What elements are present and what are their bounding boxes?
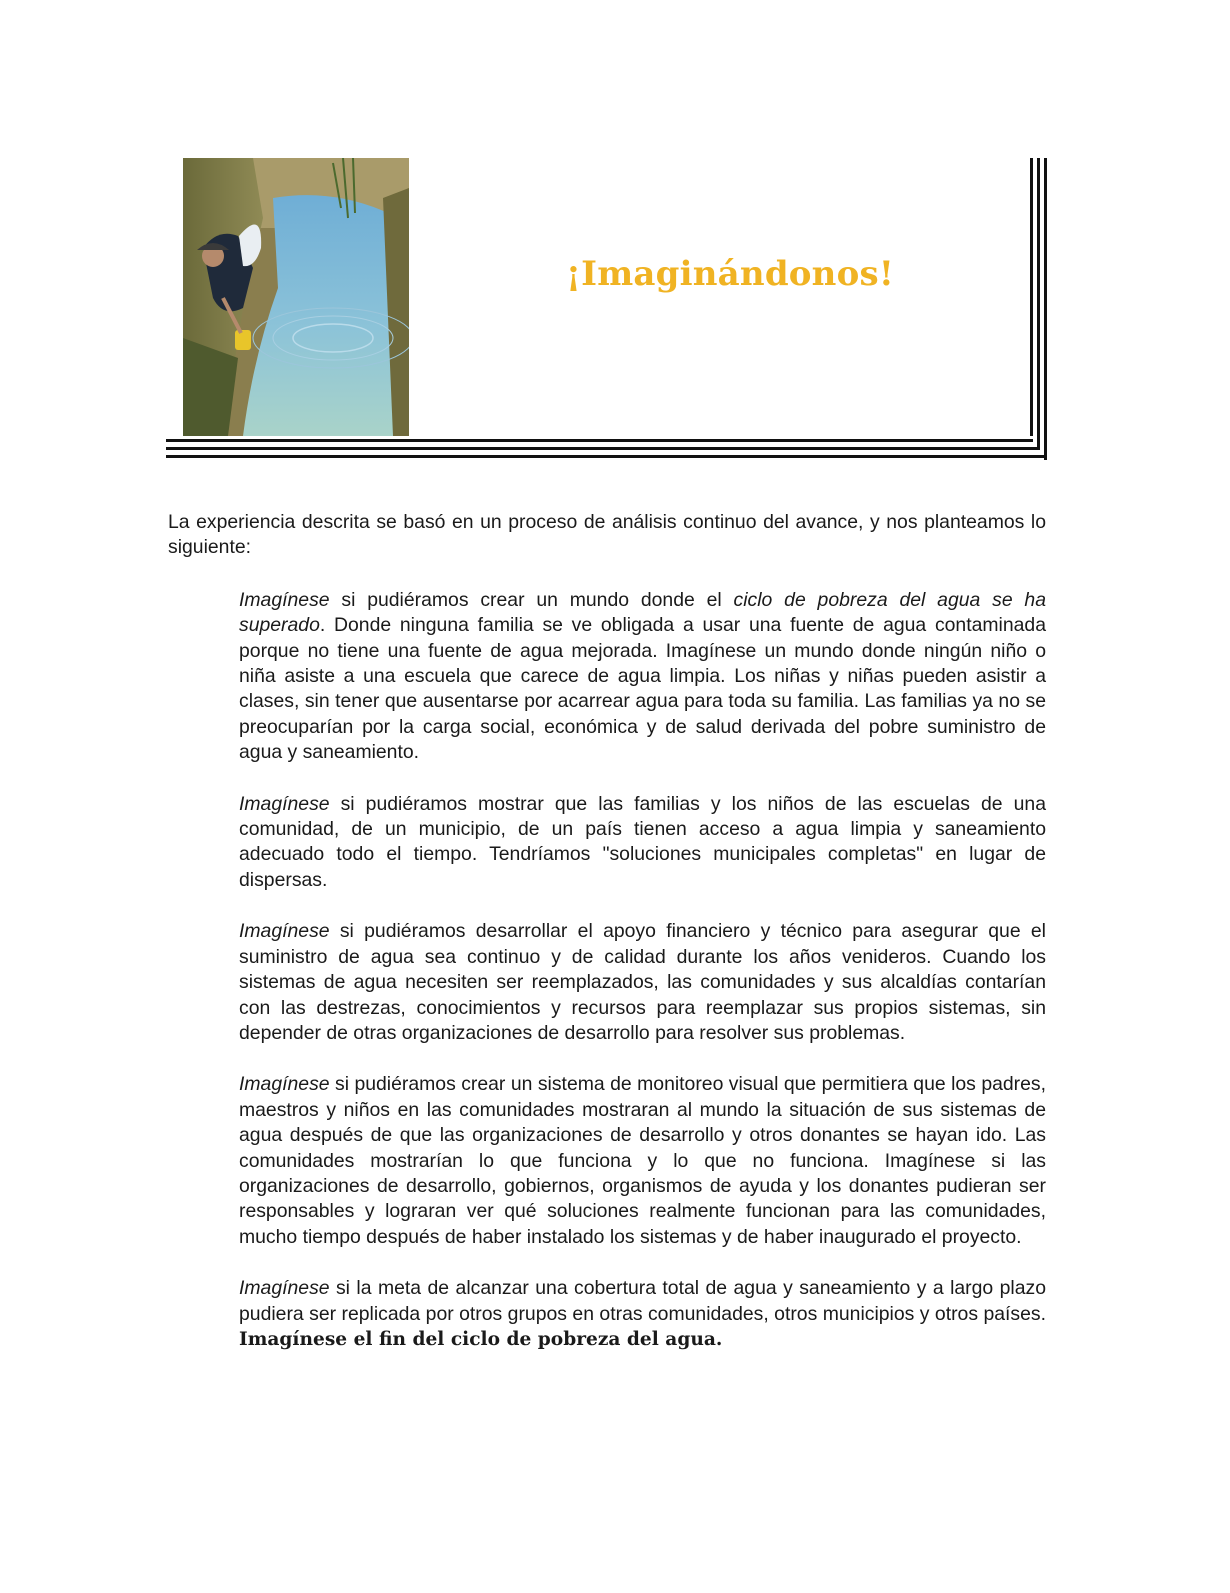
frame-line xyxy=(1030,158,1033,436)
photo-person-collecting-water-icon xyxy=(183,158,409,436)
frame-line xyxy=(166,447,1040,450)
intro-paragraph: La experiencia descrita se basó en un proceso de análisis continuo del avance, y nos planteamos lo siguiente: xyxy=(168,511,1046,559)
lead-word: Imagínese xyxy=(239,792,330,815)
lead-word: Imagínese xyxy=(239,920,330,943)
lead-word: Imagínese xyxy=(239,588,330,611)
paragraph-text: si pudiéramos mostrar que las familias y los niños de las escuelas de una comunidad, de un municipio, de un país tienen acceso a agua limpia y saneamiento adecuado todo el tiempo. Tendríamos "soluciones municipales completas" en lugar de dispersas. xyxy=(239,792,1046,891)
paragraph-text: si pudiéramos desarrollar el apoyo financiero y técnico para asegurar que el suministro de agua sea continuo y de calidad durante los años venideros. Cuando los sistemas de agua necesiten ser reemplazados, las comunidades y sus alcaldías contarían con las destrezas, conocimientos y recursos para reemplazar sus propios sistemas, sin depender de otras organizaciones de desarrollo para resolver sus problemas. xyxy=(239,920,1046,1044)
paragraph-text: si pudiéramos crear un sistema de monitoreo visual que permitiera que los padres, maestros y niños en las comunidades mostraran al mundo la situación de sus sistemas de agua después de que las organizaciones de desarrollo y otros donantes se hayan ido. Las comunidades mostrarían lo que funciona y lo que no funciona. Imagínese si las organizaciones de desarrollo, gobiernos, organismos de ayuda y los donantes pudieran ser responsables y lograran ver qué soluciones realmente funcionan para las comunidades, mucho tiempo después de haber instalado los sistemas y de haber inaugurado el proyecto. xyxy=(239,1073,1046,1248)
frame-line xyxy=(1044,158,1047,460)
imagine-paragraph-4 xyxy=(239,1072,1046,1250)
closing-statement: Imagínese el fin del ciclo de pobreza del agua. xyxy=(239,1328,723,1350)
emphasis-text: ciclo de pobreza del agua se ha superado xyxy=(239,588,1047,637)
paragraph-text: . Donde ninguna familia se ve obligada a usar una fuente de agua contaminada porque no tiene una fuente de agua mejorada. Imagínese un mundo donde ningún niño o niña asiste a una escuela que carece de agua limpia. Los niñas y niñas pueden asistir a clases, sin tener que ausentarse por acarrear agua para toda su familia. Las familias ya no se preocuparían por la carga social, económica y de salud derivada del pobre suministro de agua y saneamiento. xyxy=(239,614,1046,764)
frame-line xyxy=(166,439,1033,442)
frame-line xyxy=(166,455,1047,458)
body-text xyxy=(168,510,1046,1352)
imagine-paragraph-5 xyxy=(239,1276,1046,1352)
imagine-paragraph-3 xyxy=(239,919,1046,1046)
lead-word: Imagínese xyxy=(239,1073,330,1096)
paragraph-text: si la meta de alcanzar una cobertura total de agua y saneamiento y a largo plazo pudiera ser replicada por otros grupos en otras comunidades, otros municipios y otros países. xyxy=(239,1277,1046,1325)
imagine-paragraph-2 xyxy=(239,792,1046,894)
header-block xyxy=(166,158,1050,460)
page-title: ¡Imaginándonos! xyxy=(566,254,894,294)
paragraph-text: si pudiéramos crear un mundo donde el xyxy=(329,588,734,611)
lead-word: Imagínese xyxy=(239,1277,330,1300)
imagine-paragraph-1 xyxy=(239,588,1046,766)
photo-illustration xyxy=(183,158,409,436)
frame-line xyxy=(1037,158,1040,448)
